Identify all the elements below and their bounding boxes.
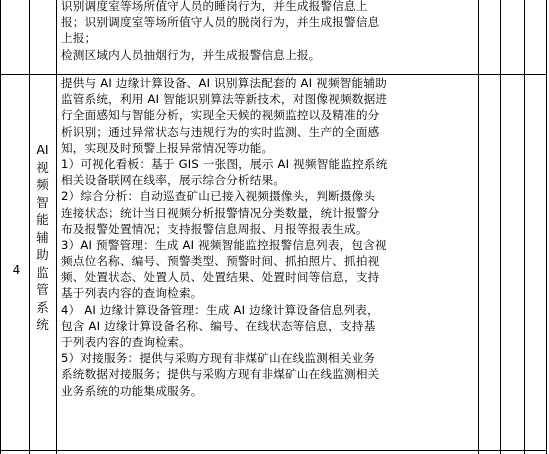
row-number: 4 [12,263,21,277]
name-char: 系 [36,299,49,315]
text-line: 频、处置状态、处置人员、处置结果、处置时间等信息，支持 [61,270,380,285]
text-line: 1）可视化看板：基于 GIS 一张图，展示 AI 视频智能监控系统 [61,156,388,171]
table-divider [56,0,57,454]
text-line: 2）综合分析：自动巡查矿山已接入视频摄像头，判断摄像头 [61,189,376,204]
top-row-text [61,0,475,63]
text-line: 业务系统的功能集成服务。 [61,383,203,398]
text-line: 系统数据对接服务；提供与采购方现有非煤矿山在线监测相关 [61,367,380,382]
name-char: 智 [36,194,49,210]
table-border-right [546,0,547,454]
name-char: 频 [36,177,49,192]
text-line: 连接状态；统计当日视频分析报警情况分类数量，统计报警分 [61,205,380,220]
text-line: 基于列表内容的查询检索。 [61,286,203,301]
text-line: 4） AI 边缘计算设备管理：生成 AI 边缘计算设备信息列表， [61,302,379,317]
text-line: 报；识别调度室等场所值守人员的脱岗行为，并生成报警信息 [61,15,380,30]
name-char: 能 [36,212,49,227]
text-line: 相关设备联网在线率，展示综合分析结果。 [61,173,286,188]
table-divider [524,0,525,454]
text-line: 析识别；通过异常状态与违规行为的实时监测、生产的全面感 [61,124,380,139]
text-line: 检测区域内人员抽烟行为，并生成报警信息上报。 [61,47,321,62]
text-line: 3）AI 预警管理：生成 AI 视频智能监控报警信息列表，包含视 [61,237,387,252]
table-divider [29,0,30,454]
text-line: 包含 AI 边缘计算设备名称、编号、在线状态等信息，支持基 [61,318,376,333]
text-line: 5）对接服务：提供与采购方现有非煤矿山在线监测相关业务 [61,351,376,366]
table-border-bottom [0,450,547,451]
text-line: 于列表内容的查询检索。 [61,335,191,349]
text-line: 频点位名称、编号、预警类型、预警时间、抓拍照片、抓拍视 [61,254,380,269]
row-description [61,75,475,399]
name-char: 监 [36,264,49,280]
name-char: 管 [36,282,49,297]
table-divider [478,0,479,454]
text-line: 上报； [61,31,97,46]
text-line: 提供与 AI 边缘计算设备、AI 识别算法配套的 AI 视频智能辅助 [61,76,387,90]
name-char: 辅 [36,229,49,245]
text-line: 布及报警处置情况；支持报警信息周报、月报等报表生成。 [61,221,368,236]
text-line: 知，实现及时预警上报异常情况等功能。 [61,140,274,155]
table-border-left [0,0,1,454]
name-char: 助 [36,247,49,262]
text-line: 行全面感知与智能分析，实现全天候的视频监控以及精准的分 [61,108,380,123]
name-char: 视 [36,159,49,175]
text-line: 识别调度室等场所值守人员的睡岗行为，并生成报警信息上 [61,0,368,13]
name-char: 统 [36,317,49,332]
text-line: 监管系统，利用 AI 智能识别算法等新技术，对图像视频数据进 [61,92,388,107]
name-char: AI [36,142,49,157]
table-divider [500,0,501,454]
system-name-vertical [33,141,52,334]
